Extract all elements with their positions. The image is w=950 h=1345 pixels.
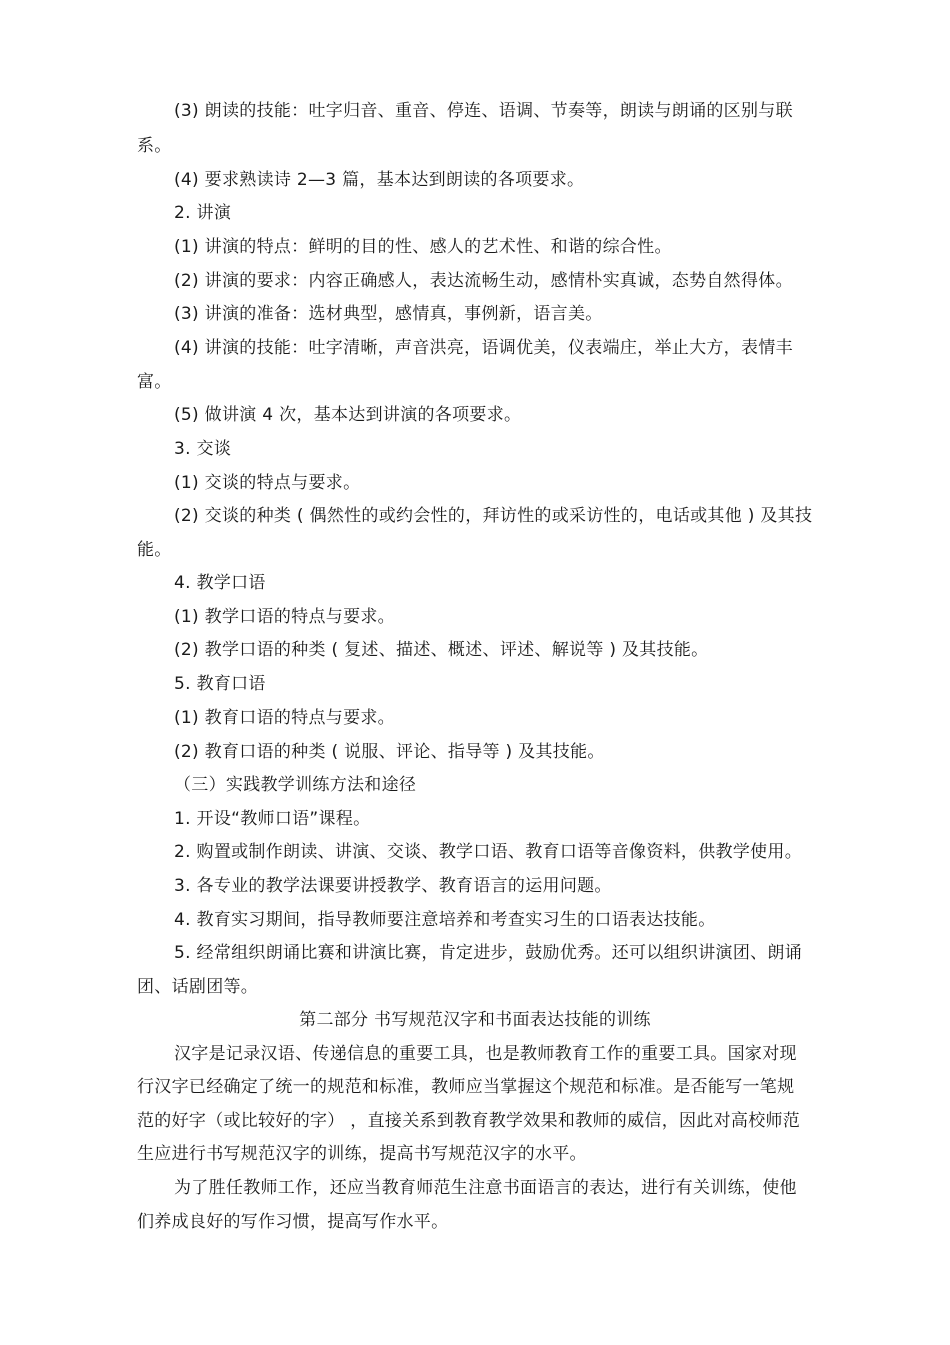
paragraph-line: (2) 教学口语的种类 ( 复述、描述、概述、评述、解说等 ) 及其技能。: [174, 640, 709, 660]
paragraph-line: (2) 教育口语的种类 ( 说服、评论、指导等 ) 及其技能。: [174, 742, 605, 762]
paragraph-line: (2) 讲演的要求：内容正确感人，表达流畅生动，感情朴实真诚，态势自然得体。: [174, 271, 793, 291]
paragraph-line: 汉字是记录汉语、传递信息的重要工具，也是教师教育工作的重要工具。国家对现: [174, 1044, 797, 1064]
paragraph-line: 系。: [137, 136, 172, 156]
paragraph-line: (4) 讲演的技能：吐字清晰，声音洪亮，语调优美，仪表端庄，举止大方，表情丰: [174, 338, 793, 358]
paragraph-line: (4) 要求熟读诗 2—3 篇，基本达到朗读的各项要求。: [174, 170, 585, 190]
paragraph-line: 范的好字（或比较好的字） ，直接关系到教育教学效果和教师的威信，因此对高校师范: [137, 1111, 801, 1131]
paragraph-line: 能。: [137, 540, 172, 560]
paragraph-line: 3. 各专业的教学法课要讲授教学、教育语言的运用问题。: [174, 876, 612, 896]
paragraph-line: 团、话剧团等。: [137, 977, 259, 997]
paragraph-line: 2. 购置或制作朗读、讲演、交谈、教学口语、教育口语等音像资料，供教学使用。: [174, 842, 803, 862]
paragraph-line: 4. 教育实习期间，指导教师要注意培养和考查实习生的口语表达技能。: [174, 910, 716, 930]
section-heading: 2. 讲演: [174, 203, 232, 223]
section-heading: 5. 教育口语: [174, 674, 266, 694]
paragraph-line: 行汉字已经确定了统一的规范和标准，教师应当掌握这个规范和标准。是否能写一笔规: [137, 1077, 795, 1097]
section-heading: （三）实践教学训练方法和途径: [174, 775, 417, 795]
paragraph-line: (3) 讲演的准备：选材典型，感情真，事例新，语言美。: [174, 304, 603, 324]
section-heading: 4. 教学口语: [174, 573, 266, 593]
paragraph-line: (3) 朗读的技能：吐字归音、重音、停连、语调、节奏等，朗读与朗诵的区别与联: [174, 101, 793, 121]
paragraph-line: (5) 做讲演 4 次，基本达到讲演的各项要求。: [174, 405, 522, 425]
paragraph-line: 生应进行书写规范汉字的训练，提高书写规范汉字的水平。: [137, 1144, 587, 1164]
section-heading: 3. 交谈: [174, 439, 232, 459]
paragraph-line: (1) 教学口语的特点与要求。: [174, 607, 395, 627]
paragraph-line: 1. 开设“教师口语”课程。: [174, 809, 371, 829]
paragraph-line: (1) 教育口语的特点与要求。: [174, 708, 395, 728]
paragraph-line: 为了胜任教师工作，还应当教育师范生注意书面语言的表达，进行有关训练，使他: [174, 1178, 797, 1198]
paragraph-line: 5. 经常组织朗诵比赛和讲演比赛，肯定进步，鼓励优秀。还可以组织讲演团、朗诵: [174, 943, 803, 963]
paragraph-line: (1) 讲演的特点：鲜明的目的性、感人的艺术性、和谐的综合性。: [174, 237, 672, 257]
paragraph-line: (1) 交谈的特点与要求。: [174, 473, 361, 493]
part-heading: 第二部分 书写规范汉字和书面表达技能的训练: [299, 1010, 651, 1030]
paragraph-line: 们养成良好的写作习惯，提高写作水平。: [137, 1212, 449, 1232]
paragraph-line: (2) 交谈的种类 ( 偶然性的或约会性的，拜访性的或采访性的，电话或其他 ) 及其技: [174, 506, 813, 526]
paragraph-line: 富。: [137, 372, 172, 392]
